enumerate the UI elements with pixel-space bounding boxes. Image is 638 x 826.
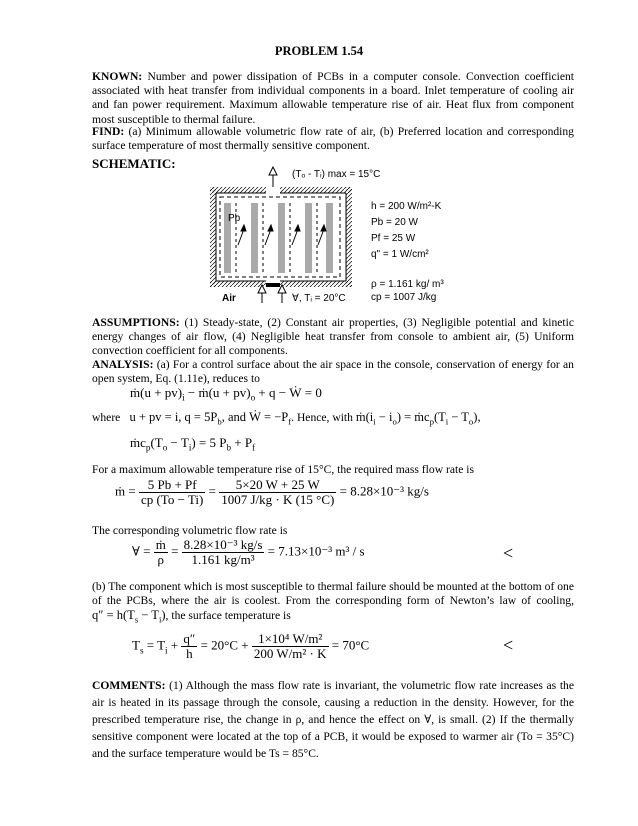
- find-text: (a) Minimum allowable volumetric flow rate of air, (b) Preferred location and corresponding surface temperature of most thermally sensitive component.: [92, 125, 574, 153]
- schematic-props: [371, 278, 444, 304]
- check-mark-b: <: [503, 635, 514, 655]
- known-section: [92, 70, 574, 127]
- mdot-denominator: cp (To − Ti): [140, 492, 204, 508]
- find-section: [92, 125, 574, 153]
- mass-flow-equation: ṁ = $\frac{5 Pb + Pf}{cp (To - Ti)}$ = $\frac{5\times 20 W + 25 W}{1007 J/kg \cdot K (15 ^\circ C)}$ = 8.28×10⁻³ kg/s: [115, 477, 429, 508]
- schematic-diagram: [200, 165, 370, 305]
- analysis-label: ANALYSIS:: [92, 358, 154, 371]
- analysis-section: [92, 358, 574, 386]
- where-line: where u + pv = i, $q = 5P_b$, and Ẇ = $-P_f$. Hence, with $ṁ(i_i - i_o)$ = $ṁc_p(T_i - T_o)$,: [92, 410, 481, 427]
- air-label: Air: [222, 293, 236, 304]
- prop-cp: cp = 1007 J/kg: [371, 292, 437, 303]
- ts-numerator: 1×10⁴ W/m²: [252, 632, 329, 647]
- check-mark-a: <: [503, 543, 514, 563]
- where-text: . Hence, with: [291, 411, 353, 424]
- mass-flow-intro: For a maximum allowable temperature rise of 15°C, the required mass flow rate is: [92, 463, 474, 476]
- outlet-label: (Tₒ - Tᵢ) max = 15°C: [292, 169, 381, 180]
- pb-label: Pb: [228, 213, 241, 224]
- analysis-intro: (a) For a control surface about the air space in the console, conservation of energy for an open system, Eq. (1.11e), reduces to: [92, 358, 574, 386]
- assumptions-section: [92, 316, 574, 359]
- energy-balance: $ṁc_p(T_o - T_i) = 5$ $P_b + P_f$: [130, 435, 256, 453]
- fan: [266, 283, 280, 287]
- comments-label: COMMENTS:: [92, 679, 166, 692]
- surface-temp-equation: $T_s = T_i$ + $\frac{q''}{h}$ = 20°C + $\frac{\text{1×10⁴ W/m²}}{\text{200 W/m² · K}}$ = 70°C: [132, 631, 370, 662]
- outlet-arrow: [269, 167, 277, 187]
- schematic-params: [371, 199, 441, 263]
- param-pb: Pb = 20 W: [371, 217, 418, 228]
- vol-flow-equation: ∀ = $\frac{\text{ṁ}}{\rho}$ = $\frac{\text{8.28×10⁻³ kg/s}}{\text{1.161 kg/m³}}$ = 7.13×10⁻³ m³ / s: [132, 537, 365, 568]
- mdot-result: = 8.28×10⁻³ kg/s: [339, 483, 429, 499]
- mdot-denominator-values: 1007 J/kg · K (15 °C): [221, 492, 335, 508]
- prop-rho: ρ = 1.161 kg/ m³: [371, 279, 444, 290]
- inlet-label: ∀, Tᵢ = 20°C: [292, 293, 346, 304]
- schematic-heading: SCHEMATIC:: [92, 156, 176, 171]
- part-b-body: (b) The component which is most susceptible to thermal failure should be mounted at the bottom of one of the PCBs, where the air is coolest. From the corresponding form of Newton’s law of cooling,: [92, 580, 574, 608]
- param-h: h = 200 W/m²-K: [371, 201, 442, 212]
- ts-result: = 70°C: [331, 637, 370, 653]
- ts-denominator: 200 W/m² · K: [253, 646, 327, 662]
- problem-title: PROBLEM 1.54: [274, 44, 364, 58]
- find-label: FIND:: [92, 125, 125, 138]
- vol-numerator: 8.28×10⁻³ kg/s: [183, 537, 263, 552]
- mdot-numerator: 5 Pb + Pf: [139, 478, 205, 493]
- energy-equation: ṁ(u + $pv)_i$ − ṁ(u + $pv)_o + q$ − Ẇ = 0: [130, 385, 322, 403]
- part-b-text: (b) The component which is most susceptible to thermal failure should be mounted at the bottom of one of the PCBs, where the air is coolest. From the corresponding form of Newton’s law of cooling, $q'' = h(T_s - T_i)$, the surface temperature is: [92, 580, 574, 625]
- where-word: where: [92, 411, 121, 424]
- vol-result: = 7.13×10⁻³ m³ / s: [267, 543, 365, 559]
- comments-section: [92, 677, 574, 762]
- part-b-tail: , the surface temperature is: [165, 609, 291, 623]
- vol-denominator: 1.161 kg/m³: [191, 552, 255, 568]
- param-q: q" = 1 W/cm²: [371, 249, 429, 260]
- assumptions-label: ASSUMPTIONS:: [92, 316, 180, 329]
- vol-flow-intro: The corresponding volumetric flow rate is: [92, 524, 288, 537]
- known-label: KNOWN:: [92, 70, 143, 83]
- param-pf: Pf = 25 W: [371, 233, 416, 244]
- mdot-numerator-values: 5×20 W + 25 W: [219, 478, 336, 493]
- assumptions-text: (1) Steady-state, (2) Constant air properties, (3) Negligible potential and kinetic energy changes of air flow, (4) Negligible heat transfer from console to ambient air, (5) Uniform convection coefficient for all components.: [92, 316, 574, 358]
- comments-text: (1) Although the mass flow rate is invariant, the volumetric flow rate increases as the air is heated in its passage through the console, causing a reduction in the density. However, for the prescribed temperature rise, the change in ρ, and hence the effect on ∀, is small. (2) If the thermally sensitive component were located at the top of a PCB, it would be exposed to warmer air (To = 35°C) and the surface temperature would be Ts = 85°C.: [92, 679, 574, 760]
- known-text: Number and power dissipation of PCBs in a computer console. Convection coefficient associated with heat transfer from individual components in a board. Inlet temperature of cooling air and fan power requirement. Maximum allowable temperature rise of air. Heat flux from component most susceptible to thermal failure.: [92, 70, 574, 126]
